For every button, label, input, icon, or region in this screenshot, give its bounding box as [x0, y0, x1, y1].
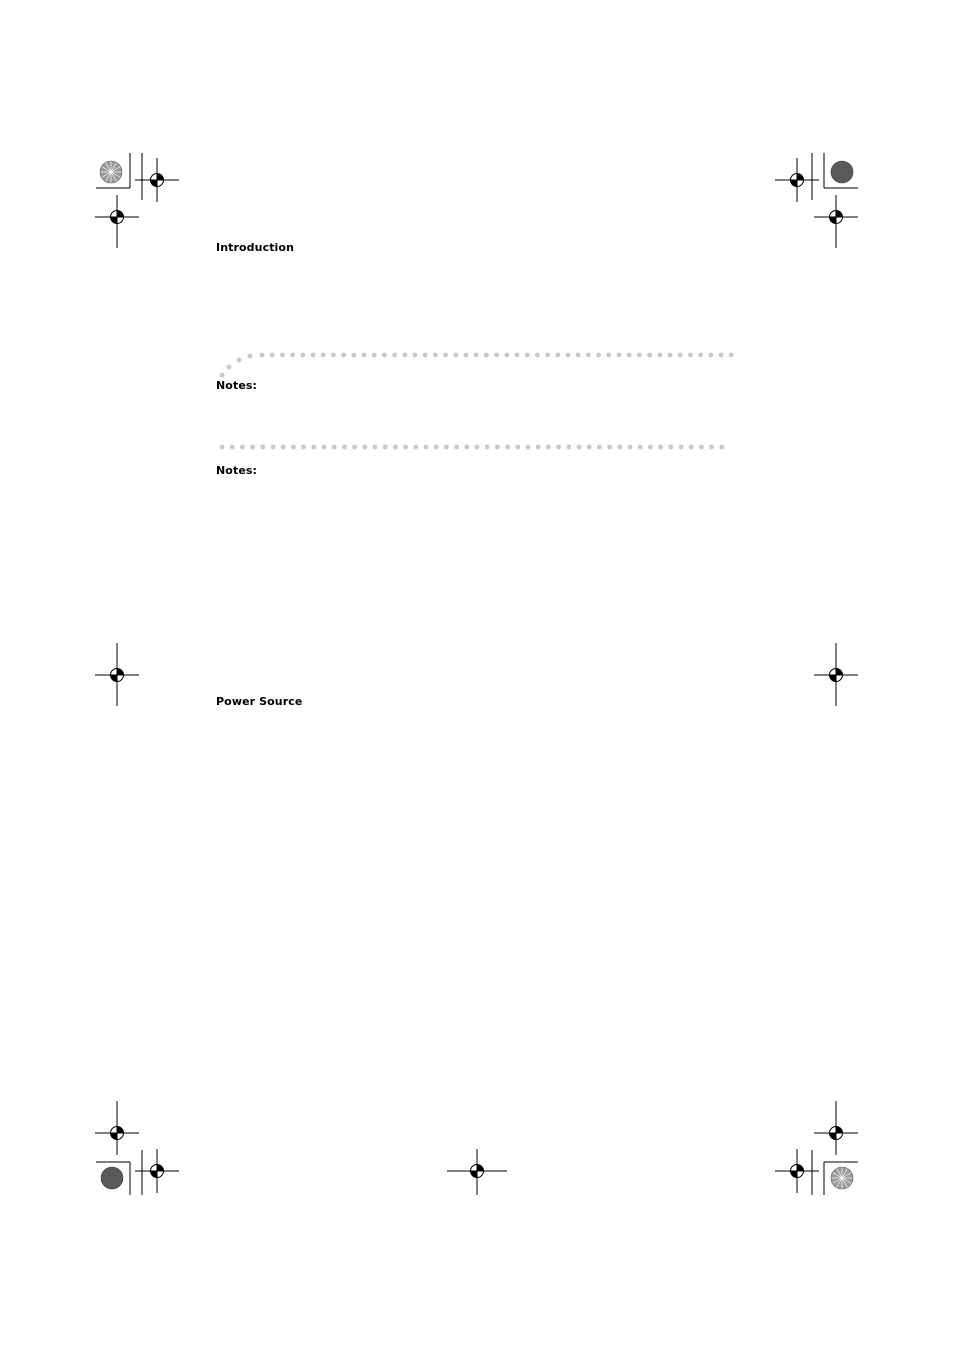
- notes-label-2: Notes:: [216, 464, 258, 477]
- dotted-separator-1: [220, 353, 734, 378]
- color-bar-icon: [101, 1167, 123, 1189]
- color-bar-icon: [100, 161, 122, 183]
- notes-label-1: Notes:: [216, 379, 258, 392]
- color-bar-icon: [831, 161, 853, 183]
- section-heading: Introduction: [216, 241, 295, 254]
- power-source-heading: Power Source: [216, 695, 303, 708]
- dotted-separator-2: [220, 445, 725, 450]
- color-bar-icon: [831, 1167, 853, 1189]
